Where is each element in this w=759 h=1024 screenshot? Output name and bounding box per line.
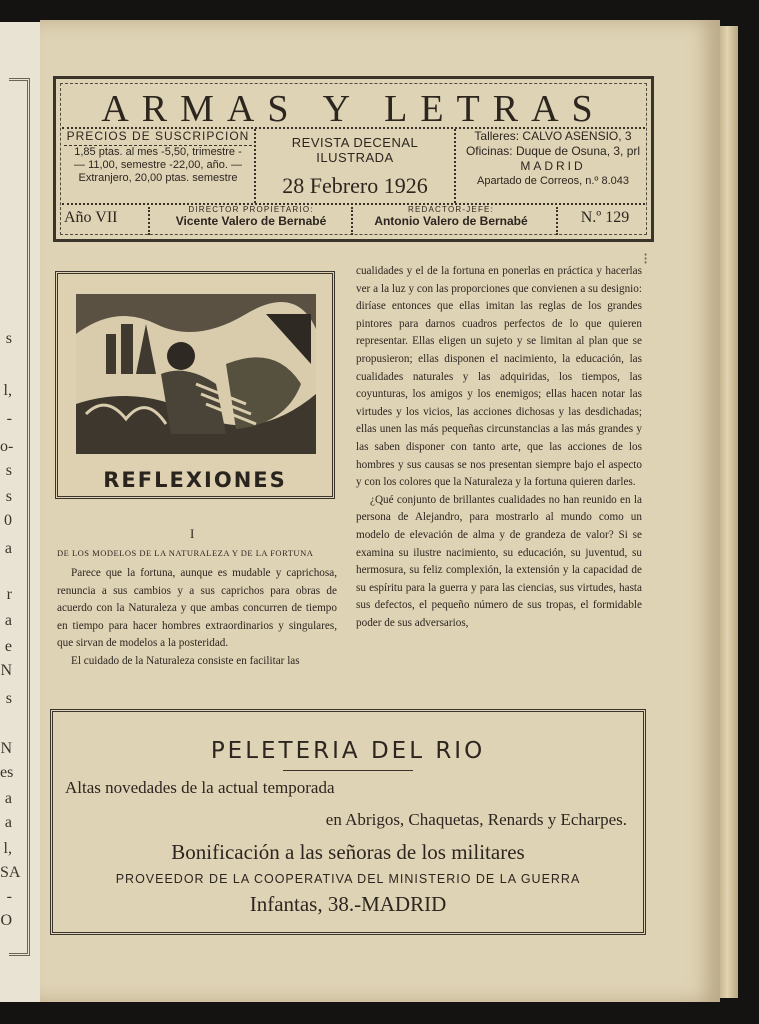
knight-woodcut xyxy=(76,294,316,454)
article-column-2 xyxy=(356,263,642,632)
director-role: DIRECTOR PROPIETARIO: xyxy=(188,205,314,214)
facing-page-letter: e xyxy=(4,638,12,655)
article-header-title: REFLEXIONES xyxy=(103,468,287,492)
ad-line: Altas novedades de la actual temporada xyxy=(65,778,335,797)
subscription-line: 1,85 ptas. al mes -5,50, trimestre - xyxy=(74,146,242,158)
address-line: MADRID xyxy=(520,159,586,173)
facing-page-letter: N xyxy=(0,662,12,679)
subscription-line: — 11,00, semestre -22,00, año. — xyxy=(74,159,242,171)
chapter-number: I xyxy=(190,526,195,541)
facing-page-letter: SA xyxy=(0,864,21,881)
ad-address: Infantas, 38.-MADRID xyxy=(249,892,447,916)
magazine-title: ARMAS Y LETRAS xyxy=(101,88,606,130)
ad-rule xyxy=(283,770,413,771)
facing-page-letter: - xyxy=(6,888,12,905)
redactor-name: Antonio Valero de Bernabé xyxy=(374,214,528,228)
facing-page-border xyxy=(9,78,30,956)
facing-page-letter: a xyxy=(4,790,12,807)
redactor-role: REDACTOR-JEFE: xyxy=(408,205,494,214)
facing-page-letter: a xyxy=(4,540,12,557)
issue-date: 28 Febrero 1926 xyxy=(282,173,428,198)
address-line: Talleres: CALVO ASENSIO, 3 xyxy=(474,129,632,143)
facing-page-letter: l, xyxy=(3,382,12,399)
ad-line: PROVEEDOR DE LA COOPERATIVA DEL MINISTERIO DE LA GUERRA xyxy=(115,872,581,886)
facing-page-letter: s xyxy=(5,690,12,707)
masthead-separator xyxy=(351,207,353,235)
masthead-separator xyxy=(148,207,150,235)
facing-page-letter: l, xyxy=(3,840,12,857)
page-stack-edge xyxy=(720,26,738,998)
article-column-1 xyxy=(57,565,337,671)
magazine-subtitle: REVISTA DECENAL ILUSTRADA xyxy=(291,135,419,165)
advertisement xyxy=(50,709,646,935)
paragraph: Parece que la fortuna, aunque es mudable y caprichosa, renuncia a sus cambios y a sus caprichos para obras de acuerdo con la Naturaleza y que ambas concurren de tiempo en tiempo para hacer hombres extraordinarios y singulares, que sirvan de modelos a la posteridad. xyxy=(57,567,337,650)
address-line: Oficinas: Duque de Osuna, 3, prl xyxy=(465,144,641,158)
section-heading: DE LOS MODELOS DE LA NATURALEZA Y DE LA FORTUNA xyxy=(57,548,314,558)
facing-page-letter: r xyxy=(6,586,12,603)
facing-page-letter: 0 xyxy=(4,512,12,529)
facing-page-letter: N xyxy=(0,740,12,757)
facing-page-letter: - xyxy=(6,410,12,427)
paragraph: El cuidado de la Naturaleza consiste en facilitar las xyxy=(71,654,300,667)
issue-number: N.º 129 xyxy=(580,209,630,226)
facing-page-letter: a xyxy=(4,612,12,629)
knight-illustration xyxy=(76,294,316,454)
facing-page-letter: s xyxy=(5,462,12,479)
facing-page-letter: O xyxy=(0,912,12,929)
masthead-separator xyxy=(556,207,558,235)
paragraph: ¿Qué conjunto de brillantes cualidades no han reunido en la persona de Alejandro, para mostrarlo al mundo como un modelo de elevación de alma y de grandeza de valor? Si se examina su ilustre nacimiento, su educación, su juventud, su hermosura, su feliz complexión, la extensión y la capacidad de su espíritu para la guerra y para las ciencias, sus virtudes, hasta sus defectos, el pequeño número de sus tropas, el formidable poder de sus adversarios, xyxy=(356,493,642,629)
masthead-center xyxy=(260,129,450,199)
facing-page-letter: a xyxy=(4,814,12,831)
director-name: Vicente Valero de Bernabé xyxy=(175,214,327,228)
masthead-rule xyxy=(62,203,645,205)
subscription-heading: PRECIOS DE SUSCRIPCION xyxy=(64,129,252,146)
masthead-separator xyxy=(254,129,256,203)
library-stamp-mark: ⁝ xyxy=(643,251,649,268)
address-box xyxy=(458,129,648,189)
facing-page-letter: o- xyxy=(0,438,14,455)
facing-page-letter: es xyxy=(0,764,14,781)
paragraph: cualidades y el de la fortuna en ponerlas en práctica y hacerlas ver a la luz y con las proporciones que convienen a su designio: diríase entonces que ellas imitan las reglas de los grandes pintores para darnos cuadros perfectos de lo que quieren representar. Ellas eligen un sujeto y se limitan al plan que se propusieron; ellas disponen el nacimiento, la educación, las cualidades naturales y las adquiridas, los tiempos, las coyunturas, los amigos y los enemigos; ellas hacen notar las virtudes y los vicios, las acciones dichosas y las desdichadas; ellas unen las más pequeñas circunstancias a las más grandes y las saben disponer con tanto arte, que las acciones de los hombres y sus causas se nos presentan siempre bajo el aspecto y con los colores que la Naturaleza y la fortuna quieren darles. xyxy=(356,265,642,489)
facing-page-edge xyxy=(0,22,41,1002)
masthead xyxy=(53,76,654,242)
issue-year: Año VII xyxy=(64,209,118,226)
ad-line: en Abrigos, Chaquetas, Renards y Echarpes. xyxy=(325,810,627,829)
ad-title: PELETERIA DEL RIO xyxy=(210,738,486,764)
facing-page-letter: s xyxy=(5,330,12,347)
address-line: Apartado de Correos, n.º 8.043 xyxy=(476,175,629,187)
subscription-line: Extranjero, 20,00 ptas. semestre xyxy=(78,172,238,184)
masthead-separator xyxy=(454,129,456,203)
subscription-box xyxy=(64,129,252,185)
redactor-block xyxy=(356,205,546,237)
facing-page-letter: s xyxy=(5,488,12,505)
director-block xyxy=(156,205,346,237)
ad-line: Bonificación a las señoras de los militares xyxy=(171,840,525,864)
article-header-frame xyxy=(55,271,335,499)
